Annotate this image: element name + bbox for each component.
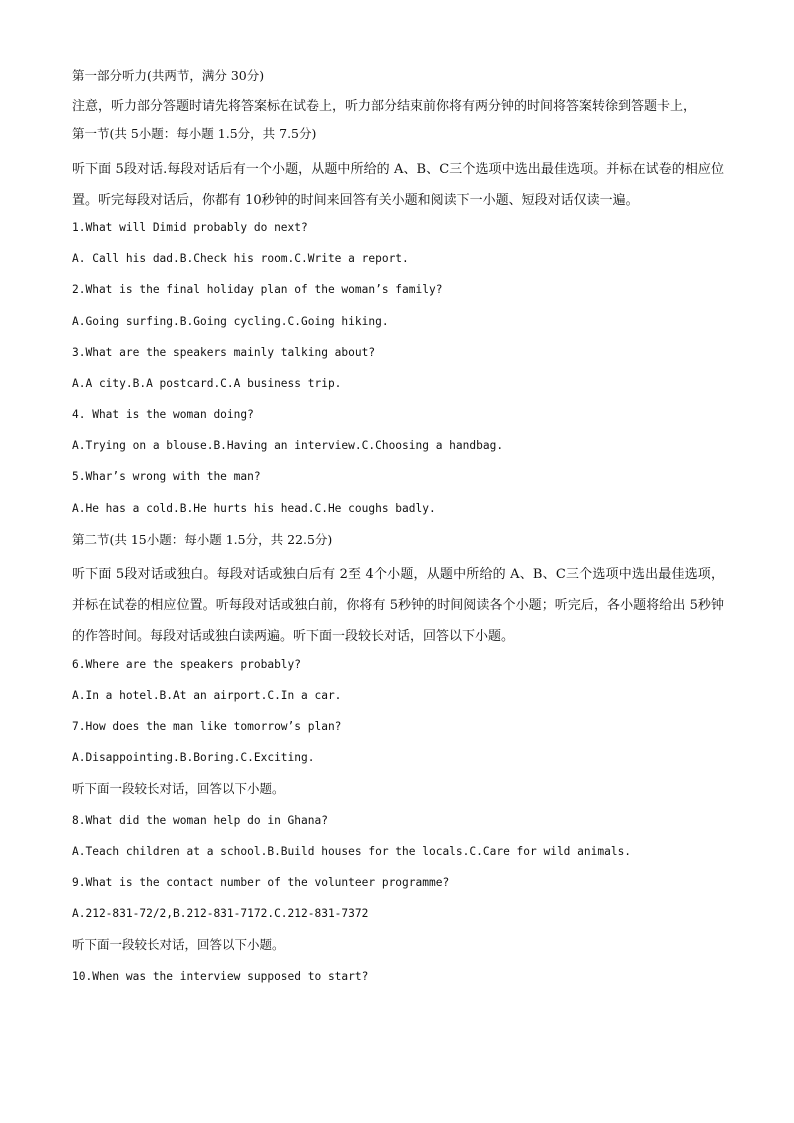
question-6: 6.Where are the speakers probably? bbox=[72, 657, 302, 671]
options-2: A.Going surfing.B.Going cycling.C.Going hiking. bbox=[72, 314, 389, 328]
options-7: A.Disappointing.B.Boring.C.Exciting. bbox=[72, 751, 315, 765]
section-two-instructions: 听下面 5段对话或独白。每段对话或独白后有 2至 4个小题，从题中所给的 A、B、C三个选项中选出最佳选项，并标在试卷的相应位置。听每段对话或独白前，你将有 5秒钟的时间阅读各个小题；听完后，各小题将给出 5秒钟的作答时间。每段对话或独白读两遍。听下面一段较长对话，回答以下小题。 bbox=[72, 567, 724, 645]
question-10: 10.When was the interview supposed to start? bbox=[72, 969, 369, 983]
question-9: 9.What is the contact number of the volunteer programme? bbox=[72, 875, 450, 889]
question-7: 7.How does the man like tomorrow’s plan? bbox=[72, 720, 342, 734]
question-4: 4. What is the woman doing? bbox=[72, 408, 254, 422]
options-5: A.He has a cold.B.He hurts his head.C.He coughs badly. bbox=[72, 501, 436, 515]
options-6: A.In a hotel.B.At an airport.C.In a car. bbox=[72, 688, 342, 702]
question-3: 3.What are the speakers mainly talking about? bbox=[72, 345, 376, 359]
part-one-heading: 第一部分听力(共两节，满分 30分) bbox=[72, 68, 265, 83]
section-two-heading: 第二节(共 15小题：每小题 1.5分，共 22.5分) bbox=[72, 531, 333, 547]
options-8: A.Teach children at a school.B.Build houses for the locals.C.Care for wild animals. bbox=[72, 844, 632, 858]
dialogue-instruction-1: 听下面一段较长对话，回答以下小题。 bbox=[72, 781, 285, 797]
options-1: A. Call his dad.B.Check his room.C.Write a report. bbox=[72, 252, 409, 266]
section-one-heading: 第一节(共 5小题：每小题 1.5分，共 7.5分) bbox=[72, 126, 317, 142]
dialogue-instruction-2: 听下面一段较长对话，回答以下小题。 bbox=[72, 937, 285, 953]
section-one-instructions: 听下面 5段对话.每段对话后有一个小题，从题中所给的 A、B、C三个选项中选出最佳选项。并标在试卷的相应位置。听完每段对话后，你都有 10秒钟的时间来回答有关小题和阅读下一小题、短段对话仅读一遍。 bbox=[72, 161, 724, 208]
options-4: A.Trying on a blouse.B.Having an interview.C.Choosing a handbag. bbox=[72, 439, 504, 453]
exam-page bbox=[72, 64, 724, 996]
question-8: 8.What did the woman help do in Ghana? bbox=[72, 813, 328, 827]
question-1: 1.What will Dimid probably do next? bbox=[72, 220, 308, 234]
question-5: 5.Whar’s wrong with the man? bbox=[72, 470, 261, 484]
question-2: 2.What is the final holiday plan of the woman’s family? bbox=[72, 283, 443, 297]
options-9: A.212-831-72/2,B.212-831-7172.C.212-831-7372 bbox=[72, 907, 369, 921]
listening-note: 注意，听力部分答题时请先将答案标在试卷上，听力部分结束前你将有两分钟的时间将答案转徐到答题卡上， bbox=[72, 99, 697, 115]
options-3: A.A city.B.A postcard.C.A business trip. bbox=[72, 376, 342, 390]
